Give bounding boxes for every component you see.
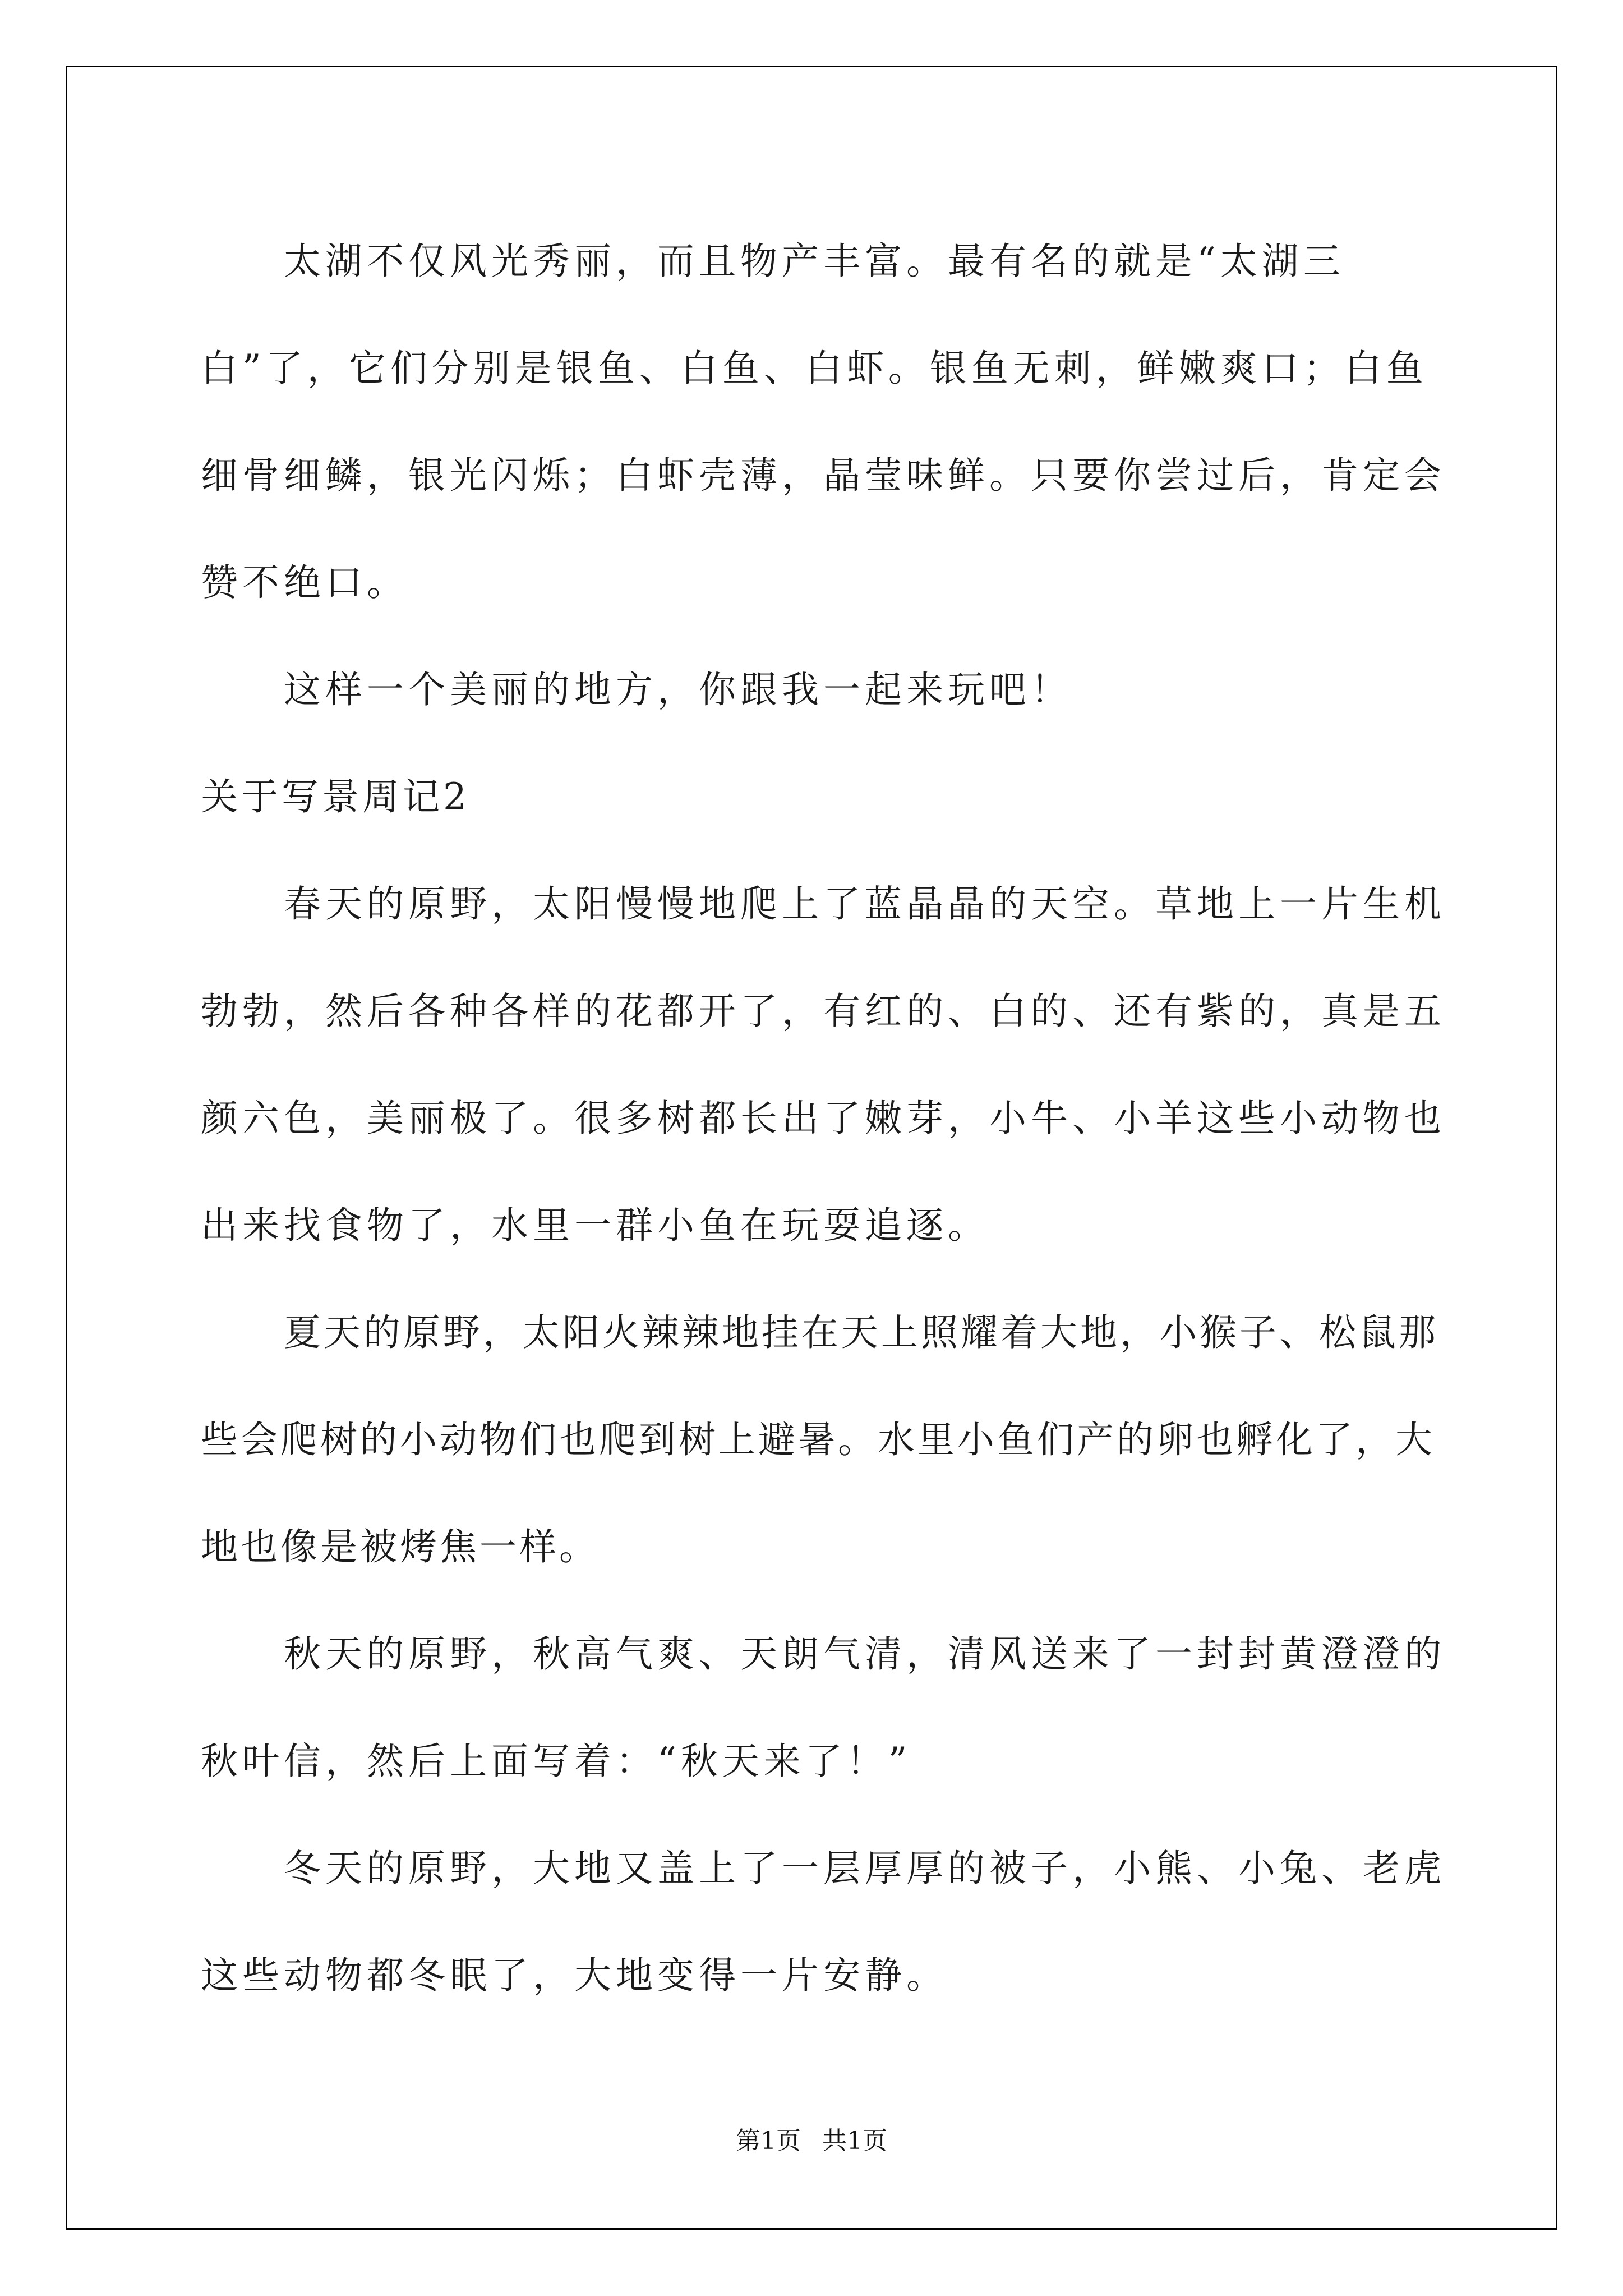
paragraph-spring: 春天的原野，太阳慢慢地爬上了蓝晶晶的天空。草地上一片生机勃勃，然后各种各样的花都开了，有红的、白的、还有紫的，真是五颜六色，美丽极了。很多树都长出了嫩芽，小牛、小羊这些小动物也出来找食物了，水里一群小鱼在玩耍追逐。 <box>201 882 1446 1247</box>
paragraph-winter: 冬天的原野，大地又盖上了一层厚厚的被子，小熊、小兔、老虎这些动物都冬眠了，大地变得一片安静。 <box>201 1847 1446 1997</box>
paragraph-taihu-products: 太湖不仅风光秀丽，而且物产丰富。最有名的就是“太湖三白”了，它们分别是银鱼、白鱼、白虾。银鱼无刺，鲜嫩爽口；白鱼细骨细鳞，银光闪烁；白虾壳薄，晶莹味鲜。只要你尝过后，肯定会赞不绝口。 <box>201 240 1446 604</box>
page-total: 共1页 <box>822 2127 887 2155</box>
section-title: 关于写景周记2 <box>201 775 470 818</box>
document-body <box>201 208 1453 2029</box>
page-footer <box>0 2124 1623 2158</box>
paragraph-autumn: 秋天的原野，秋高气爽、天朗气清，清风送来了一封封黄澄澄的秋叶信，然后上面写着：“秋天来了！” <box>201 1632 1446 1783</box>
paragraph-invitation: 这样一个美丽的地方，你跟我一起来玩吧！ <box>284 668 1072 711</box>
paragraph-summer: 夏天的原野，太阳火辣辣地挂在天上照耀着大地，小猴子、松鼠那些会爬树的小动物们也爬到树上避暑。水里小鱼们产的卵也孵化了，大地也像是被烤焦一样。 <box>201 1311 1438 1568</box>
page-number: 第1页 <box>736 2127 801 2155</box>
